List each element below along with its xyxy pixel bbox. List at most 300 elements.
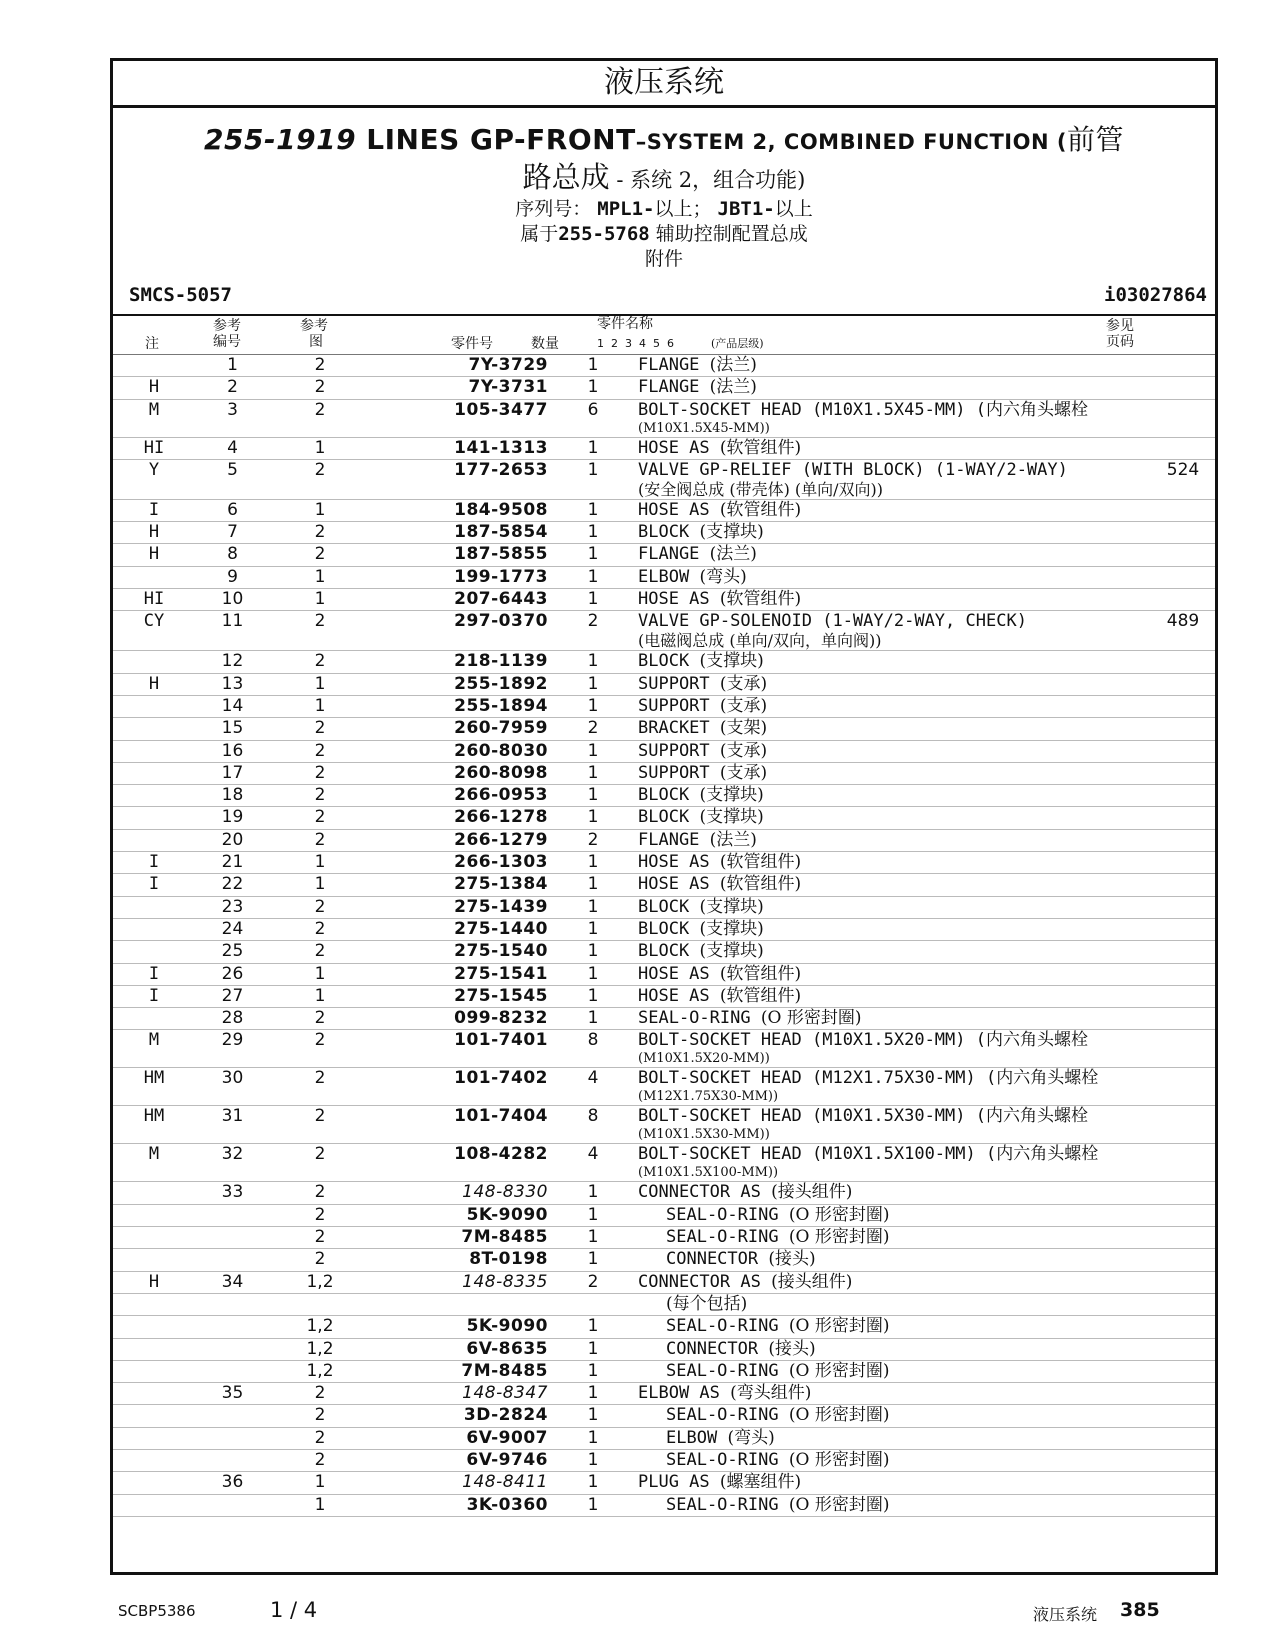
note-cell bbox=[113, 896, 195, 918]
qty-cell: 1 bbox=[548, 437, 638, 459]
part-name-cell: BOLT-SOCKET HEAD (M10X1.5X20-MM) (内六角头螺栓 (M10X1.5X20-MM)) bbox=[638, 1030, 1151, 1068]
table-row bbox=[113, 1271, 1215, 1293]
note-cell bbox=[113, 1383, 195, 1405]
note-cell: I bbox=[113, 499, 195, 521]
ref-page-cell bbox=[1151, 355, 1215, 377]
part-number-cell: 148-8330 bbox=[370, 1182, 548, 1204]
table-row bbox=[113, 807, 1215, 829]
part-name-cell: SEAL-O-RING (O 形密封圈) bbox=[638, 1405, 1151, 1427]
qty-cell: 1 bbox=[548, 695, 638, 717]
part-number-cell: 6V-9007 bbox=[370, 1427, 548, 1449]
table-row bbox=[113, 941, 1215, 963]
note-cell bbox=[113, 1360, 195, 1382]
ref-page-cell bbox=[1151, 1316, 1215, 1338]
ref-page-cell bbox=[1151, 1227, 1215, 1249]
note-cell: H bbox=[113, 544, 195, 566]
table-row bbox=[113, 611, 1215, 651]
note-cell bbox=[113, 1227, 195, 1249]
part-name-cell: SEAL-O-RING (O 形密封圈) bbox=[638, 1360, 1151, 1382]
part-number-cell: 255-1892 bbox=[370, 673, 548, 695]
table-row bbox=[113, 1293, 1215, 1315]
ref-no-cell: 14 bbox=[195, 695, 270, 717]
part-number-cell: 184-9508 bbox=[370, 499, 548, 521]
table-row bbox=[113, 740, 1215, 762]
parts-table bbox=[113, 355, 1215, 1517]
note-cell bbox=[113, 918, 195, 940]
note-cell bbox=[113, 1293, 195, 1315]
ref-page-cell bbox=[1151, 1249, 1215, 1271]
note-cell bbox=[113, 785, 195, 807]
note-cell: M bbox=[113, 1144, 195, 1182]
ref-no-cell: 33 bbox=[195, 1182, 270, 1204]
ref-no-cell: 24 bbox=[195, 918, 270, 940]
fig-cell: 2 bbox=[270, 1204, 370, 1226]
ref-page-cell bbox=[1151, 522, 1215, 544]
ref-no-cell bbox=[195, 1227, 270, 1249]
note-cell: H bbox=[113, 673, 195, 695]
qty-cell: 1 bbox=[548, 1316, 638, 1338]
part-name-cell: CONNECTOR (接头) bbox=[638, 1338, 1151, 1360]
qty-cell: 1 bbox=[548, 1405, 638, 1427]
part-name-cell: FLANGE (法兰) bbox=[638, 829, 1151, 851]
fig-cell: 2 bbox=[270, 1449, 370, 1471]
ref-no-cell: 9 bbox=[195, 566, 270, 588]
column-headers: 注 参考 编号 参考 图 零件号 数量 零件名称 1 2 3 4 5 6 (产品层级) 参见 页码 bbox=[113, 316, 1215, 355]
ref-no-cell: 16 bbox=[195, 740, 270, 762]
part-name-cell: SEAL-O-RING (O 形密封圈) bbox=[638, 1494, 1151, 1516]
table-row bbox=[113, 963, 1215, 985]
ref-page-cell bbox=[1151, 437, 1215, 459]
part-number-cell: 218-1139 bbox=[370, 651, 548, 673]
fig-cell: 2 bbox=[270, 1144, 370, 1182]
fig-cell: 2 bbox=[270, 399, 370, 437]
ref-page-cell: 489 bbox=[1151, 611, 1215, 651]
ref-no-cell: 30 bbox=[195, 1068, 270, 1106]
part-number-cell: 275-1384 bbox=[370, 874, 548, 896]
part-name-cell: SEAL-O-RING (O 形密封圈) bbox=[638, 1449, 1151, 1471]
part-name-cell: HOSE AS (软管组件) bbox=[638, 985, 1151, 1007]
attachment-label: 附件 bbox=[644, 248, 683, 270]
ref-no-cell bbox=[195, 1494, 270, 1516]
note-cell bbox=[113, 762, 195, 784]
fig-cell: 1,2 bbox=[270, 1271, 370, 1293]
table-row bbox=[113, 437, 1215, 459]
fig-cell: 1 bbox=[270, 695, 370, 717]
ref-no-cell: 28 bbox=[195, 1008, 270, 1030]
part-name-cell: BLOCK (支撑块) bbox=[638, 918, 1151, 940]
part-number-cell: 177-2653 bbox=[370, 459, 548, 499]
fig-cell: 1 bbox=[270, 1494, 370, 1516]
col-fig: 图 bbox=[309, 334, 323, 350]
part-number-cell: 099-8232 bbox=[370, 1008, 548, 1030]
table-row bbox=[113, 918, 1215, 940]
qty-cell: 2 bbox=[548, 829, 638, 851]
ref-page-cell bbox=[1151, 566, 1215, 588]
part-number-cell: 101-7404 bbox=[370, 1106, 548, 1144]
part-number-cell: 275-1440 bbox=[370, 918, 548, 940]
note-cell: I bbox=[113, 852, 195, 874]
table-row bbox=[113, 522, 1215, 544]
qty-cell: 1 bbox=[548, 459, 638, 499]
fig-cell: 2 bbox=[270, 1249, 370, 1271]
part-name-cell: HOSE AS (软管组件) bbox=[638, 874, 1151, 896]
ref-no-cell: 35 bbox=[195, 1383, 270, 1405]
ref-page-cell bbox=[1151, 1106, 1215, 1144]
fig-cell: 2 bbox=[270, 1008, 370, 1030]
fig-cell: 2 bbox=[270, 377, 370, 399]
part-name-cell: PLUG AS (螺塞组件) bbox=[638, 1472, 1151, 1494]
fig-cell: 2 bbox=[270, 762, 370, 784]
part-number-cell: 275-1541 bbox=[370, 963, 548, 985]
note-cell bbox=[113, 355, 195, 377]
ref-page-cell bbox=[1151, 1494, 1215, 1516]
ref-page-cell bbox=[1151, 1144, 1215, 1182]
qty-cell: 8 bbox=[548, 1030, 638, 1068]
fig-cell: 1,2 bbox=[270, 1360, 370, 1382]
qty-cell: 1 bbox=[548, 963, 638, 985]
ref-no-cell: 4 bbox=[195, 437, 270, 459]
fig-cell: 1,2 bbox=[270, 1338, 370, 1360]
part-name-cell: ELBOW (弯头) bbox=[638, 566, 1151, 588]
qty-cell: 1 bbox=[548, 1383, 638, 1405]
note-cell bbox=[113, 1008, 195, 1030]
ref-no-cell: 8 bbox=[195, 544, 270, 566]
ref-page-cell: 524 bbox=[1151, 459, 1215, 499]
table-row bbox=[113, 852, 1215, 874]
part-name-cell: VALVE GP-RELIEF (WITH BLOCK) (1-WAY/2-WAY) (安全阀总成 (带壳体) (单向/双向)) bbox=[638, 459, 1151, 499]
fig-cell: 2 bbox=[270, 1227, 370, 1249]
table-row bbox=[113, 785, 1215, 807]
part-number-cell: 6V-8635 bbox=[370, 1338, 548, 1360]
col-qty: 数量 bbox=[531, 336, 559, 352]
fig-cell: 2 bbox=[270, 1068, 370, 1106]
part-number-cell: 297-0370 bbox=[370, 611, 548, 651]
table-row bbox=[113, 355, 1215, 377]
part-number-cell: 187-5854 bbox=[370, 522, 548, 544]
ref-page-cell bbox=[1151, 1204, 1215, 1226]
qty-cell: 1 bbox=[548, 941, 638, 963]
part-number-cell: 3K-0360 bbox=[370, 1494, 548, 1516]
part-name-cell: BLOCK (支撑块) bbox=[638, 807, 1151, 829]
qty-cell: 1 bbox=[548, 499, 638, 521]
part-name-cell: SEAL-O-RING (O 形密封圈) bbox=[638, 1227, 1151, 1249]
ref-page-cell bbox=[1151, 589, 1215, 611]
table-row bbox=[113, 651, 1215, 673]
part-number-cell: 255-1894 bbox=[370, 695, 548, 717]
part-number-cell: 101-7401 bbox=[370, 1030, 548, 1068]
qty-cell: 1 bbox=[548, 1227, 638, 1249]
table-row bbox=[113, 762, 1215, 784]
ref-no-cell: 26 bbox=[195, 963, 270, 985]
table-row bbox=[113, 874, 1215, 896]
smcs-row bbox=[113, 280, 1215, 316]
qty-cell: 1 bbox=[548, 1472, 638, 1494]
qty-cell: 1 bbox=[548, 522, 638, 544]
part-number-cell: 101-7402 bbox=[370, 1068, 548, 1106]
qty-cell: 1 bbox=[548, 1360, 638, 1382]
qty-cell: 1 bbox=[548, 807, 638, 829]
part-name-cell: CONNECTOR AS (接头组件) bbox=[638, 1271, 1151, 1293]
qty-cell: 6 bbox=[548, 399, 638, 437]
fig-cell: 2 bbox=[270, 1106, 370, 1144]
part-number-cell: 266-0953 bbox=[370, 785, 548, 807]
ref-no-cell bbox=[195, 1449, 270, 1471]
ref-page-cell bbox=[1151, 1068, 1215, 1106]
table-row bbox=[113, 1360, 1215, 1382]
ref-page-cell bbox=[1151, 852, 1215, 874]
ref-no-cell: 13 bbox=[195, 673, 270, 695]
qty-cell: 1 bbox=[548, 985, 638, 1007]
part-name-cell: HOSE AS (软管组件) bbox=[638, 499, 1151, 521]
ref-page-cell bbox=[1151, 695, 1215, 717]
part-number-cell: 3D-2824 bbox=[370, 1405, 548, 1427]
note-cell bbox=[113, 1182, 195, 1204]
table-row bbox=[113, 499, 1215, 521]
part-number-cell: 7M-8485 bbox=[370, 1360, 548, 1382]
col-part-number: 零件号 bbox=[451, 336, 493, 352]
table-row bbox=[113, 985, 1215, 1007]
fig-cell: 1 bbox=[270, 852, 370, 874]
note-cell bbox=[113, 1449, 195, 1471]
fig-cell: 1 bbox=[270, 963, 370, 985]
note-cell: I bbox=[113, 985, 195, 1007]
fig-cell: 2 bbox=[270, 611, 370, 651]
note-cell bbox=[113, 1316, 195, 1338]
note-cell bbox=[113, 651, 195, 673]
fig-cell: 2 bbox=[270, 1182, 370, 1204]
table-row bbox=[113, 829, 1215, 851]
note-cell bbox=[113, 695, 195, 717]
ref-no-cell: 21 bbox=[195, 852, 270, 874]
ref-page-cell bbox=[1151, 807, 1215, 829]
table-row bbox=[113, 1472, 1215, 1494]
qty-cell: 1 bbox=[548, 1427, 638, 1449]
ref-no-cell: 34 bbox=[195, 1271, 270, 1293]
ref-page-cell bbox=[1151, 1182, 1215, 1204]
page-footer bbox=[0, 1598, 1275, 1628]
note-cell bbox=[113, 807, 195, 829]
ref-no-cell bbox=[195, 1249, 270, 1271]
parts-group-heading: 255-1919 LINES GP-FRONT–SYSTEM 2, COMBINED FUNCTION (前管 路总成 - 系统 2，组合功能) 序列号： MPL1-以上； JBT1-以上 属于255-5768 辅助控制配置总成 附件 bbox=[113, 108, 1215, 272]
part-name-cell: FLANGE (法兰) bbox=[638, 355, 1151, 377]
part-name-cell: FLANGE (法兰) bbox=[638, 544, 1151, 566]
page-fraction: 1 / 4 bbox=[270, 1598, 318, 1622]
fig-cell: 2 bbox=[270, 785, 370, 807]
ref-no-cell: 10 bbox=[195, 589, 270, 611]
qty-cell: 1 bbox=[548, 651, 638, 673]
part-number-cell: 207-6443 bbox=[370, 589, 548, 611]
note-cell: I bbox=[113, 874, 195, 896]
part-number-cell: 260-8030 bbox=[370, 740, 548, 762]
note-cell: Y bbox=[113, 459, 195, 499]
ref-no-cell: 11 bbox=[195, 611, 270, 651]
table-row bbox=[113, 1449, 1215, 1471]
part-name-cell: BLOCK (支撑块) bbox=[638, 941, 1151, 963]
table-row bbox=[113, 377, 1215, 399]
fig-cell: 1,2 bbox=[270, 1316, 370, 1338]
qty-cell: 2 bbox=[548, 611, 638, 651]
ref-no-cell: 18 bbox=[195, 785, 270, 807]
part-name-cell: SUPPORT (支承) bbox=[638, 673, 1151, 695]
part-number-cell: 275-1540 bbox=[370, 941, 548, 963]
part-name-cell: HOSE AS (软管组件) bbox=[638, 852, 1151, 874]
table-row bbox=[113, 1338, 1215, 1360]
qty-cell: 1 bbox=[548, 1338, 638, 1360]
fig-cell: 2 bbox=[270, 807, 370, 829]
ref-no-cell bbox=[195, 1316, 270, 1338]
fig-cell: 2 bbox=[270, 544, 370, 566]
qty-cell: 8 bbox=[548, 1106, 638, 1144]
table-row bbox=[113, 544, 1215, 566]
part-name-cell: ELBOW AS (弯头组件) bbox=[638, 1383, 1151, 1405]
group-name-zh-c: - 系统 2，组合功能 bbox=[609, 168, 798, 192]
note-cell: HI bbox=[113, 437, 195, 459]
fig-cell: 2 bbox=[270, 1383, 370, 1405]
ref-page-cell bbox=[1151, 544, 1215, 566]
table-row bbox=[113, 1227, 1215, 1249]
ref-page-cell bbox=[1151, 918, 1215, 940]
ref-page-cell bbox=[1151, 963, 1215, 985]
ref-no-cell: 17 bbox=[195, 762, 270, 784]
ref-no-cell: 19 bbox=[195, 807, 270, 829]
col-note: 注 bbox=[145, 336, 159, 352]
note-cell bbox=[113, 1338, 195, 1360]
ref-no-cell: 36 bbox=[195, 1472, 270, 1494]
col-ref-no: 编号 bbox=[213, 334, 241, 350]
ref-page-cell bbox=[1151, 651, 1215, 673]
table-row bbox=[113, 896, 1215, 918]
fig-cell bbox=[270, 1293, 370, 1315]
ref-page-cell bbox=[1151, 399, 1215, 437]
ref-no-cell: 6 bbox=[195, 499, 270, 521]
ref-no-cell: 31 bbox=[195, 1106, 270, 1144]
fig-cell: 1 bbox=[270, 985, 370, 1007]
serial-range: 序列号： MPL1-以上； JBT1-以上 bbox=[515, 198, 813, 220]
ref-page-cell bbox=[1151, 1293, 1215, 1315]
part-name-cell: BOLT-SOCKET HEAD (M10X1.5X45-MM) (内六角头螺栓 (M10X1.5X45-MM)) bbox=[638, 399, 1151, 437]
note-cell bbox=[113, 740, 195, 762]
qty-cell: 1 bbox=[548, 785, 638, 807]
part-name-cell: FLANGE (法兰) bbox=[638, 377, 1151, 399]
ref-page-cell bbox=[1151, 1427, 1215, 1449]
table-row bbox=[113, 1316, 1215, 1338]
qty-cell: 1 bbox=[548, 1182, 638, 1204]
ref-page-cell bbox=[1151, 1008, 1215, 1030]
part-number-cell: 187-5855 bbox=[370, 544, 548, 566]
part-number-cell: 266-1279 bbox=[370, 829, 548, 851]
fig-cell: 2 bbox=[270, 651, 370, 673]
group-part-number: 255-1919 bbox=[204, 123, 357, 156]
part-name-cell: SUPPORT (支承) bbox=[638, 695, 1151, 717]
qty-cell: 1 bbox=[548, 1008, 638, 1030]
part-name-cell: HOSE AS (软管组件) bbox=[638, 437, 1151, 459]
illustration-id: i03027864 bbox=[1104, 284, 1207, 306]
ref-no-cell: 29 bbox=[195, 1030, 270, 1068]
qty-cell: 1 bbox=[548, 589, 638, 611]
ref-no-cell: 7 bbox=[195, 522, 270, 544]
table-row bbox=[113, 1383, 1215, 1405]
qty-cell bbox=[548, 1293, 638, 1315]
ref-no-cell: 5 bbox=[195, 459, 270, 499]
note-cell: H bbox=[113, 1271, 195, 1293]
part-number-cell: 275-1439 bbox=[370, 896, 548, 918]
part-name-cell: BRACKET (支架) bbox=[638, 718, 1151, 740]
group-name-zh-a: 前管 bbox=[1066, 123, 1124, 156]
part-name-cell: SUPPORT (支承) bbox=[638, 740, 1151, 762]
note-cell bbox=[113, 566, 195, 588]
qty-cell: 2 bbox=[548, 1271, 638, 1293]
table-row bbox=[113, 589, 1215, 611]
table-row bbox=[113, 695, 1215, 717]
qty-cell: 2 bbox=[548, 718, 638, 740]
part-number-cell: 7Y-3729 bbox=[370, 355, 548, 377]
table-row bbox=[113, 718, 1215, 740]
page-number: 385 bbox=[1120, 1599, 1160, 1621]
ref-page-cell bbox=[1151, 985, 1215, 1007]
note-cell: H bbox=[113, 522, 195, 544]
qty-cell: 4 bbox=[548, 1144, 638, 1182]
qty-cell: 1 bbox=[548, 896, 638, 918]
ref-page-cell bbox=[1151, 829, 1215, 851]
smcs-code: SMCS-5057 bbox=[129, 284, 232, 306]
ref-page-cell bbox=[1151, 1338, 1215, 1360]
part-name-cell: BOLT-SOCKET HEAD (M10X1.5X100-MM) (内六角头螺栓 (M10X1.5X100-MM)) bbox=[638, 1144, 1151, 1182]
qty-cell: 1 bbox=[548, 852, 638, 874]
document-frame bbox=[110, 58, 1218, 1575]
fig-cell: 2 bbox=[270, 918, 370, 940]
part-name-cell: BOLT-SOCKET HEAD (M10X1.5X30-MM) (内六角头螺栓 (M10X1.5X30-MM)) bbox=[638, 1106, 1151, 1144]
table-row bbox=[113, 673, 1215, 695]
qty-cell: 1 bbox=[548, 566, 638, 588]
ref-page-cell bbox=[1151, 874, 1215, 896]
table-row bbox=[113, 1030, 1215, 1068]
qty-cell: 1 bbox=[548, 740, 638, 762]
fig-cell: 2 bbox=[270, 1030, 370, 1068]
part-name-cell: BOLT-SOCKET HEAD (M12X1.75X30-MM) (内六角头螺栓 (M12X1.75X30-MM)) bbox=[638, 1068, 1151, 1106]
note-cell bbox=[113, 1204, 195, 1226]
part-number-cell: 6V-9746 bbox=[370, 1449, 548, 1471]
part-name-cell: SUPPORT (支承) bbox=[638, 762, 1151, 784]
group-name-zh-b: 路总成 bbox=[522, 160, 610, 194]
table-row bbox=[113, 1249, 1215, 1271]
ref-page-cell bbox=[1151, 673, 1215, 695]
group-name-en-suffix: –SYSTEM 2, COMBINED FUNCTION ( bbox=[635, 130, 1067, 154]
qty-cell: 1 bbox=[548, 1449, 638, 1471]
ref-page-cell bbox=[1151, 1405, 1215, 1427]
part-name-cell: CONNECTOR (接头) bbox=[638, 1249, 1151, 1271]
note-cell: HM bbox=[113, 1106, 195, 1144]
ref-no-cell: 2 bbox=[195, 377, 270, 399]
qty-cell: 1 bbox=[548, 1494, 638, 1516]
fig-cell: 1 bbox=[270, 589, 370, 611]
qty-cell: 1 bbox=[548, 874, 638, 896]
ref-page-cell bbox=[1151, 1360, 1215, 1382]
note-cell: HM bbox=[113, 1068, 195, 1106]
ref-page-cell bbox=[1151, 1449, 1215, 1471]
ref-no-cell: 12 bbox=[195, 651, 270, 673]
part-name-cell: CONNECTOR AS (接头组件) bbox=[638, 1182, 1151, 1204]
fig-cell: 2 bbox=[270, 941, 370, 963]
ref-page-cell bbox=[1151, 785, 1215, 807]
fig-cell: 2 bbox=[270, 1405, 370, 1427]
qty-cell: 1 bbox=[548, 355, 638, 377]
fig-cell: 2 bbox=[270, 896, 370, 918]
note-cell bbox=[113, 829, 195, 851]
fig-cell: 1 bbox=[270, 673, 370, 695]
part-number-cell: 148-8335 bbox=[370, 1271, 548, 1293]
ref-no-cell: 3 bbox=[195, 399, 270, 437]
qty-cell: 1 bbox=[548, 1204, 638, 1226]
